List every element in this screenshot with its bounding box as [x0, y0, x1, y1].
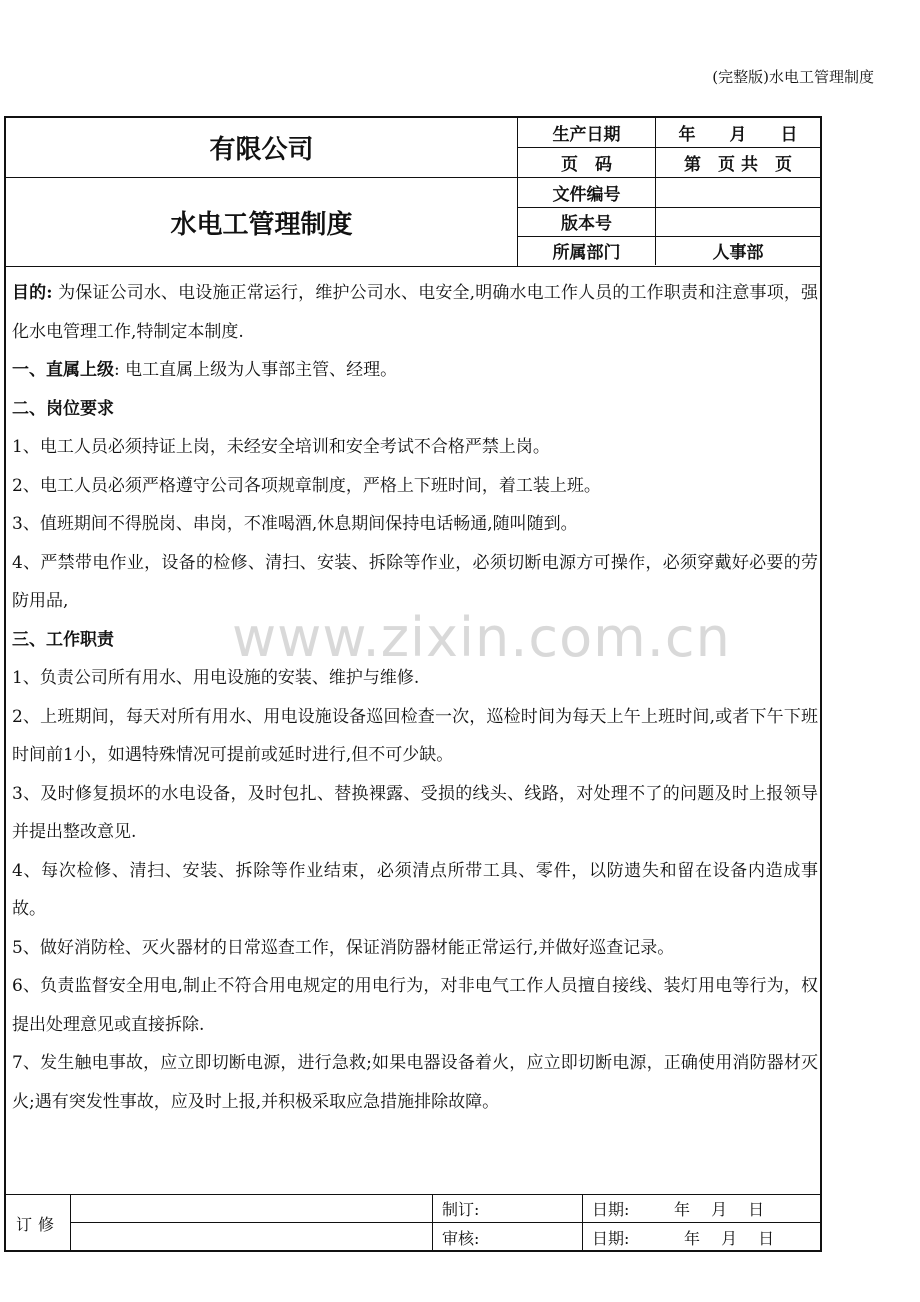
section-3-item: 3、及时修复损坏的水电设备，及时包扎、替换裸露、受损的线头、线路，对处理不了的问题及时上报领导并提出整改意见.	[12, 783, 818, 842]
revision-label: 订修	[6, 1195, 71, 1251]
header-key: 版本号	[518, 207, 656, 236]
header-value	[656, 207, 820, 236]
header-left	[6, 118, 518, 266]
section-2-heading: 二、岗位要求	[12, 398, 114, 419]
header-row-page	[518, 148, 820, 178]
header-value	[656, 178, 820, 207]
header-key: 所属部门	[518, 236, 656, 265]
purpose-label: 目的:	[12, 283, 53, 303]
section-2-item: 4、严禁带电作业，设备的检修、清扫、安装、拆除等作业，必须切断电源方可操作，必须穿戴好必要的劳防用品,	[12, 552, 818, 611]
document-title: 水电工管理制度	[170, 209, 353, 240]
date-label-2: 日期:	[592, 1228, 630, 1248]
watermark: www.zixin.com.cn	[232, 606, 731, 669]
document-frame	[4, 116, 822, 1252]
section-3-item: 6、负责监督安全用电,制止不符合用电规定的用电行为，对非电气工作人员擅自接线、装灯用电等行为，权提出处理意见或直接拆除.	[12, 976, 818, 1035]
company-name: 有限公司	[6, 118, 517, 178]
purpose-text: 为保证公司水、电设施正常运行，维护公司水、电安全,明确水电工作人员的工作职责和注意事项，强化水电管理工作,特制定本制度.	[12, 283, 818, 342]
purpose-paragraph	[12, 274, 818, 351]
revision-blank-1	[71, 1195, 433, 1222]
document-body	[12, 274, 818, 1121]
date-value-1: 年 月 日	[674, 1200, 765, 1219]
date-label-1: 日期:	[592, 1200, 630, 1219]
header-value: 年 月 日	[678, 125, 798, 145]
header-table	[6, 118, 820, 267]
header-value: 第 页 共 页	[684, 155, 792, 175]
header-key: 文件编号	[518, 178, 656, 207]
section-3-item: 1、负责公司所有用水、用电设施的安装、维护与维修.	[12, 668, 420, 688]
section-1-label: 一、直属上级	[12, 360, 114, 380]
section-1-paragraph	[12, 351, 818, 390]
section-3-item: 4、每次检修、清扫、安装、拆除等作业结束，必须清点所带工具、零件，以防遗失和留在设备内造成事故。	[12, 860, 818, 919]
header-key: 页 码	[518, 148, 656, 177]
revision-blank-2	[71, 1223, 433, 1251]
section-2-item: 3、值班期间不得脱岗、串岗，不准喝酒,休息期间保持电话畅通,随叫随到。	[12, 514, 578, 534]
section-2-item: 1、电工人员必须持证上岗，未经安全培训和安全考试不合格严禁上岗。	[12, 437, 550, 457]
header-row-department	[518, 236, 820, 265]
running-title: (完整版)水电工管理制度	[712, 68, 874, 86]
section-3-item: 2、上班期间，每天对所有用水、用电设施设备巡回检查一次，巡检时间为每天上午上班时间,或者下午下班时间前1小，如遇特殊情况可提前或延时进行,但不可少缺。	[12, 706, 818, 765]
header-row-version	[518, 207, 820, 237]
made-by-label: 制订:	[442, 1200, 480, 1219]
footer-divider-vertical	[582, 1195, 583, 1251]
section-2-item: 2、电工人员必须严格遵守公司各项规章制度，严格上下班时间，着工装上班。	[12, 475, 601, 496]
date-value-2: 年 月 日	[684, 1228, 775, 1248]
header-key: 生产日期	[518, 118, 656, 147]
footer-table	[6, 1194, 820, 1251]
section-3-item: 5、做好消防栓、灭火器材的日常巡查工作，保证消防器材能正常运行,并做好巡查记录。	[12, 937, 675, 958]
section-1-colon: :	[114, 360, 120, 380]
header-row-production-date	[518, 118, 820, 148]
section-3-item: 7、发生触电事故，应立即切断电源，进行急救;如果电器设备着火，应立即切断电源，正确使用消防器材灭火;遇有突发性事故，应及时上报,并积极采取应急措施排除故障。	[12, 1053, 818, 1112]
header-row-file-number	[518, 178, 820, 208]
section-3-heading: 三、工作职责	[12, 629, 114, 650]
section-1-text: 电工直属上级为人事部主管、经理。	[119, 360, 398, 380]
reviewed-by-label: 审核:	[442, 1228, 480, 1248]
header-value: 人事部	[712, 243, 764, 263]
